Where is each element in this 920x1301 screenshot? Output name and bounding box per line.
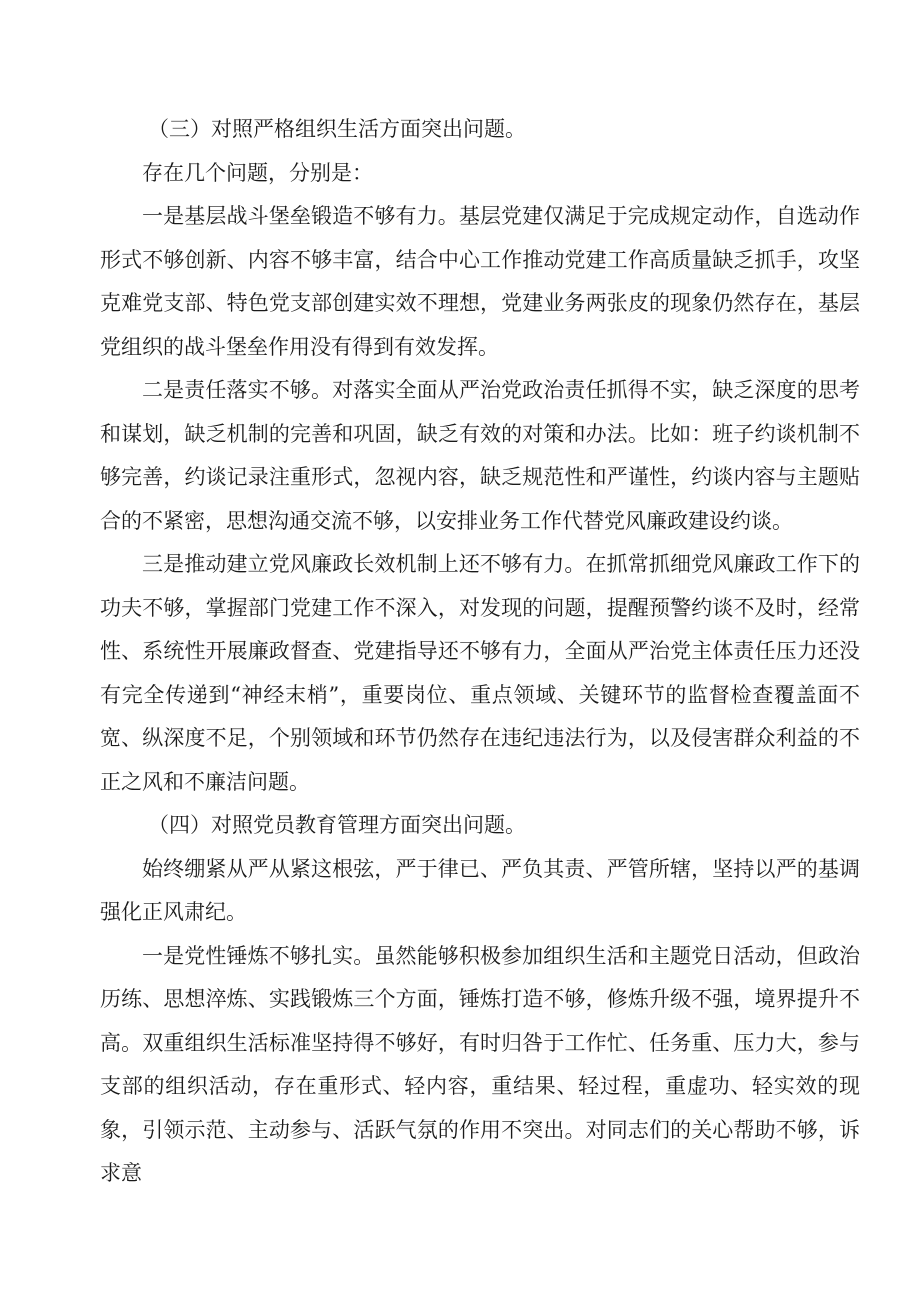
- section-3-intro: 存在几个问题，分别是：: [142, 160, 373, 185]
- document-body: [100, 108, 860, 1196]
- section-3-paragraph-2: 二是责任落实不够。对落实全面从严治党政治责任抓得不实，缺乏深度的思考和谋划，缺乏机制的完善和巩固，缺乏有效的对策和办法。比如：班子约谈机制不够完善，约谈记录注重形式，忽视内容，缺乏规范性和严谨性，约谈内容与主题贴合的不紧密，思想沟通交流不够，以安排业务工作代替党风廉政建设约谈。: [100, 378, 860, 533]
- section-4-paragraph-1: 一是党性锤炼不够扎实。虽然能够积极参加组织生活和主题党日活动，但政治历练、思想淬炼、实践锻炼三个方面，锤炼打造不够，修炼升级不强，境界提升不高。双重组织生活标准坚持得不够好，有时归咎于工作忙、任务重、压力大，参与支部的组织活动，存在重形式、轻内容，重结果、轻过程，重虚功、轻实效的现象，引领示范、主动参与、活跃气氛的作用不突出。对同志们的关心帮助不够，诉求意: [100, 943, 860, 1185]
- section-3-heading: （三）对照严格组织生活方面突出问题。: [148, 117, 526, 141]
- section-3-paragraph-1: 一是基层战斗堡垒锻造不够有力。基层党建仅满足于完成规定动作，自选动作形式不够创新、内容不够丰富，结合中心工作推动党建工作高质量缺乏抓手，攻坚克难党支部、特色党支部创建实效不理想，党建业务两张皮的现象仍然存在，基层党组织的战斗堡垒作用没有得到有效发挥。: [100, 204, 860, 359]
- section-3-paragraph-3: 三是推动建立党风廉政长效机制上还不够有力。在抓常抓细党风廉政工作下的功夫不够，掌握部门党建工作不深入，对发现的问题，提醒预警约谈不及时，经常性、系统性开展廉政督查、党建指导还不够有力，全面从严治党主体责任压力还没有完全传递到“神经末梢”，重要岗位、重点领域、关键环节的监督检查覆盖面不宽、纵深度不足，个别领域和环节仍然存在违纪违法行为，以及侵害群众利益的不正之风和不廉洁问题。: [100, 552, 860, 794]
- section-4-intro: 始终绷紧从严从紧这根弦，严于律已、严负其责、严管所辖，坚持以严的基调强化正风肃纪。: [100, 856, 860, 924]
- section-4-heading: （四）对照党员教育管理方面突出问题。: [148, 813, 526, 837]
